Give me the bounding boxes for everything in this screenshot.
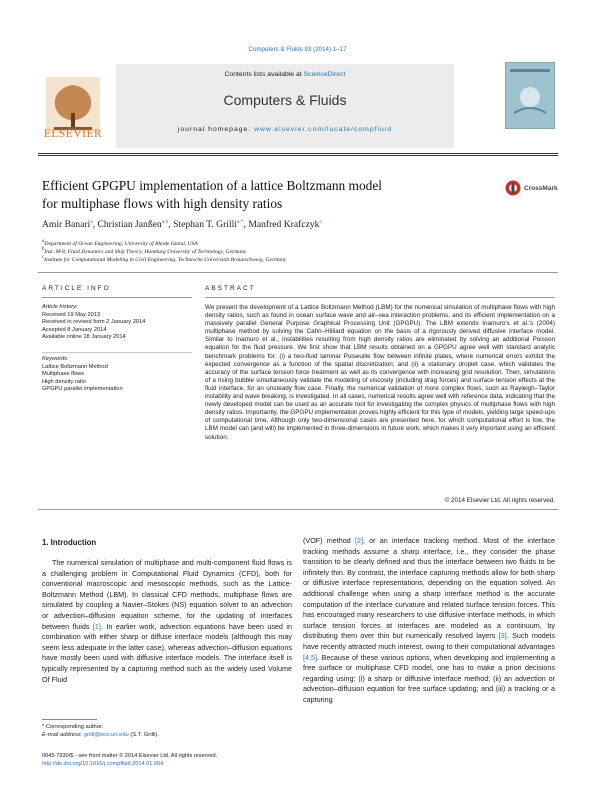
footnote	[42, 723, 292, 739]
article-info-label: ARTICLE INFO	[42, 285, 111, 292]
abstract-rule	[205, 297, 555, 298]
history-header: Article history:	[42, 304, 78, 310]
history-item: Received 19 May 2013	[42, 311, 101, 318]
affiliation	[42, 247, 246, 255]
paper-title-line1: Efficient GPGPU implementation of a lattice Boltzmann model	[42, 178, 383, 193]
affiliation	[42, 239, 198, 247]
email-line	[42, 731, 292, 739]
section-rule	[38, 272, 558, 273]
cover-graphic-icon	[506, 63, 554, 128]
intro-text: . Because of these various options, when developing and implementing a free surface or multiphase CFD model, one has to make a priori decisions regarding using: (i) a sharp or diffusive interface method; (ii) an advection or advection–diffusion equation for free surface updating; and (iii) a tracking or a capturing	[303, 652, 555, 704]
email-label: E-mail address:	[42, 732, 84, 738]
journal-reference[interactable]: Computers & Fluids 93 (2014) 1–17	[248, 46, 347, 53]
doi-link[interactable]: http://dx.doi.org/10.1016/j.compfluid.2014.01.004	[42, 761, 164, 767]
citation-link[interactable]: [3]	[498, 631, 507, 641]
citation-link[interactable]: [1]	[92, 621, 101, 631]
keyword-item: High density ratio	[42, 378, 86, 385]
journal-cover-thumbnail[interactable]	[505, 62, 555, 129]
journal-title: Computers & Fluids	[223, 92, 347, 108]
footnote-rule	[42, 719, 97, 720]
homepage-link[interactable]: www.elsevier.com/locate/compfluid	[254, 126, 393, 133]
history-item: Available online 18 January 2014	[42, 334, 126, 341]
copyright-notice: © 2014 Elsevier Ltd. All rights reserved.	[444, 497, 555, 504]
paper-title-line2: for multiphase flows with high density ratios	[42, 196, 283, 211]
keywords	[42, 356, 192, 394]
affiliation-mark: c	[42, 255, 45, 260]
keywords-rule	[42, 352, 192, 353]
author-affiliation-mark[interactable]: c	[319, 219, 322, 225]
author-affiliation-mark[interactable]: a	[90, 219, 93, 225]
crossmark-badge[interactable]	[505, 180, 558, 196]
keyword-item: Multiphase flows	[42, 371, 85, 378]
author-name[interactable]: Amir Banari	[42, 219, 91, 231]
author-name[interactable]: Stephan T. Grilli	[173, 219, 237, 231]
header-rule-secondary	[38, 155, 558, 156]
journal-homepage	[116, 126, 454, 133]
history-item: Accepted 8 January 2014	[42, 326, 107, 333]
author-name[interactable]: Manfred Krafczyk	[248, 219, 320, 231]
author-affiliation-mark[interactable]: a,*	[236, 219, 244, 225]
keyword-item: Lattice Boltzmann Method	[42, 363, 108, 370]
author-name[interactable]: Christian Janßen	[97, 219, 162, 231]
issn-line: 0045-7930/$ - see front matter © 2014 Elsevier Ltd. All rights reserved.	[42, 753, 218, 759]
email-link[interactable]: grilli@oce.uri.edu	[83, 732, 129, 738]
intro-text: . In earlier work, advection equations have been used in combination with either sharp or diffuse interface models (although this may seem less adequate in the latter case), whereas advection–diffusion equations have mostly been used with diffusive interface models. The interface itself is typically represented by a capturing method such as the widely used Volume Of Fluid	[42, 621, 292, 684]
affiliation	[42, 255, 286, 263]
sciencedirect-link[interactable]: ScienceDirect	[303, 71, 346, 78]
keyword-item: GPGPU parallel implementation	[42, 386, 123, 393]
crossmark-icon	[505, 180, 521, 196]
intro-text: (VOF) method	[303, 536, 355, 545]
affiliation-mark: a	[42, 239, 45, 244]
affiliation-text: Inst. M-8, Fluid Dynamics and Ship Theory, Hamburg University of Technology, Germany	[44, 248, 247, 255]
intro-text: . Such models have recently attracted much interest, owing to their computational advantages	[303, 631, 555, 651]
abstract-text: We present the development of a Lattice Boltzmann Method (LBM) for the numerical simulation of multiphase flows with high density ratios, such as found in ocean surface wave and air–sea interaction problems, and its efficient implementation on a massively parallel General Purpose Graphical Processing Unit (GPGPU). The LBM extends Inamuro's et al.'s (2004) multiphase method by solving the Cahn–Hilliard equation on the basis of a rigorously derived diffusive interface model. Similar to Inamuro et al., instabilities resulting from high density ratios are eliminated by solving an additional Poisson equation for the fluid pressure. We first show that LBM results obtained on a GPGPU agree well with standard analytic benchmark problems for: (i) a two-fluid laminar Poiseuille flow between infinite plates, where numerical errors exhibit the expected convergence as a function of the spatial discretization; and (ii) a stationary droplet case, which validates the accuracy of the surface tension force treatment as well as its convergence with increasing grid resolution. Then, simulations of a rising bubble simultaneously validate the modeling of viscosity (including drag forces) and surface tension effects at the fluid interface, for an unsteady flow case. Finally, the numerical validation of more complex flows, such as Rayleigh–Taylor instability and wave breaking, is investigated. In all cases, numerical results agree well with reference data, indicating that the newly developed model can be used as an accurate tool for investigating the complex physics of multiphase flows with high density ratios. Importantly, the GPGPU implementation proves highly efficient for this type of models, yielding large speed-ups of computational time. Although only two-dimensional cases are presented here, for which computational effort is low, the LBM model can (and will) be implemented in three-dimensions in future work, which makes it very important using an efficient solution.	[205, 304, 555, 441]
affiliation-text: Department of Ocean Engineering, University of Rhode Island, USA	[44, 240, 198, 247]
keywords-header: Keywords:	[42, 356, 69, 362]
intro-right-column	[303, 536, 555, 706]
header-rule	[38, 153, 558, 154]
affiliation-text: Institute for Computational Modeling in Civil Engineering, Technische Universität Braunschweig, Germany	[44, 256, 287, 263]
crossmark-label: CrossMark	[524, 184, 558, 192]
paper-title	[42, 177, 462, 213]
citation-link[interactable]: [2]	[354, 536, 363, 545]
citation-link[interactable]: [4,5]	[303, 652, 317, 662]
article-info-rule	[42, 297, 192, 298]
body-rule	[38, 509, 558, 510]
article-history	[42, 304, 192, 342]
intro-left-column	[42, 558, 292, 685]
author-affiliation-mark[interactable]: a,b	[161, 219, 169, 225]
author-list: Amir Banari$^a$, Christian Janßen$^{a,b}$, Stephan T. Grilli$^{a,*}$, Manfred Krafczyk$^c$	[42, 219, 322, 231]
corresponding-author-note: * Corresponding author.	[42, 724, 104, 730]
homepage-prefix: journal homepage:	[177, 126, 255, 133]
contents-line	[116, 71, 454, 78]
history-item: Received in revised form 2 January 2014	[42, 319, 146, 326]
bottom-info	[42, 752, 217, 768]
abstract-label: ABSTRACT	[205, 285, 256, 292]
contents-prefix: Contents lists available at	[224, 71, 304, 78]
intro-text: The numerical simulation of multiphase and multi-component fluid flows is a challenging problem in Computational Fluid Dynamics (CFD), both for conventional macroscopic and mesoscopic methods, such as the Lattice-Boltzmann Method (LBM). In classical CFD methods, multiphase flows are simulated by coupling a Navier–Stokes (NS) equation solver to an advection or advection–diffusion equation scheme, for the updating of interfaces between fluids	[42, 558, 292, 631]
section-heading-introduction: 1. Introduction	[42, 538, 97, 547]
affiliation-mark: b	[42, 247, 45, 252]
email-suffix: (S.T. Grilli).	[128, 732, 160, 738]
intro-text: , or an interface tracking method. Most of the interface tracking methods assume a sharp interface, i.e., they consider the phase transition to be clearly defined and thus the interface between two fluids to be infinitely thin. By contrast, the interface capturing methods allow for both sharp or diffusive interface representations, depending on the equation solved. An additional challenge when using a sharp interface method is the accurate computation of the interface curvature and related surface tension forces. This has encouraged many researchers to use diffusive interface methods, in which surface tension forces at interfaces are modeled as a continuum, by distributing them over thin but numerically resolved layers	[303, 536, 555, 641]
elsevier-wordmark: ELSEVIER	[43, 128, 103, 140]
